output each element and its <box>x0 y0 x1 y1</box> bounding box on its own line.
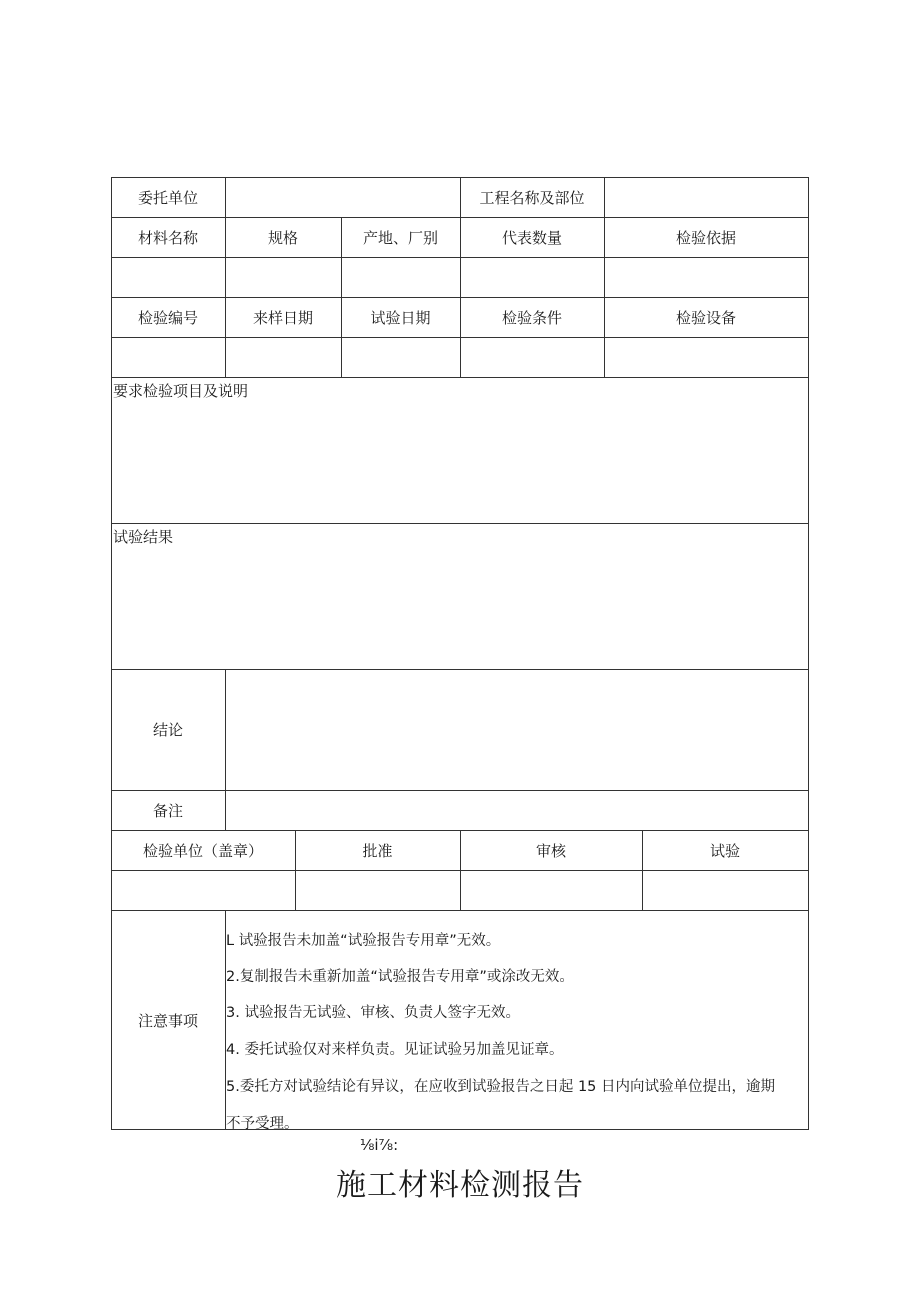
material-header: 代表数量 <box>501 228 562 247</box>
material-value[interactable] <box>225 257 341 297</box>
document-title: 施工材料检测报告 <box>336 1168 584 1203</box>
notes-label: 注意事项 <box>137 1011 198 1030</box>
test-value[interactable] <box>460 337 604 377</box>
client-label: 委托单位 <box>137 188 198 207</box>
material-header: 规格 <box>267 228 298 247</box>
material-value[interactable] <box>604 257 808 297</box>
test-header: 检验编号 <box>137 308 198 327</box>
results-label: 试验结果 <box>113 528 174 546</box>
client-value[interactable] <box>226 177 460 217</box>
material-value[interactable] <box>111 257 225 297</box>
signoff-header: 试验 <box>709 841 740 860</box>
test-header: 试验日期 <box>370 308 431 327</box>
material-header: 检验依据 <box>675 228 736 247</box>
stamp-text: ⅛i⅞: <box>359 1136 399 1154</box>
test-header: 检验条件 <box>501 308 562 327</box>
project-value[interactable] <box>605 177 808 217</box>
signoff-header: 检验单位（盖章） <box>142 841 263 860</box>
signoff-header: 批准 <box>362 841 393 860</box>
note-item: 3. 试验报告无试验、审核、负责人签字无效。 <box>226 1005 520 1021</box>
material-header: 材料名称 <box>137 228 198 247</box>
note-item: 不予受理。 <box>226 1116 299 1132</box>
signoff-header: 审核 <box>535 841 566 860</box>
material-value[interactable] <box>341 257 460 297</box>
note-item: 2.复制报告未重新加盖“试验报告专用章”或涂改无效。 <box>226 969 574 985</box>
test-value[interactable] <box>111 337 225 377</box>
test-header: 检验设备 <box>675 308 736 327</box>
requirements-label: 要求检验项目及说明 <box>113 382 249 400</box>
report-form-table <box>111 177 809 1130</box>
material-header: 产地、厂别 <box>362 228 438 247</box>
project-label: 工程名称及部位 <box>479 188 585 207</box>
remarks-label: 备注 <box>152 801 183 820</box>
note-item: L 试验报告未加盖“试验报告专用章”无效。 <box>226 933 501 949</box>
material-value[interactable] <box>460 257 604 297</box>
test-value[interactable] <box>225 337 341 377</box>
conclusion-label: 结论 <box>152 721 183 739</box>
note-item: 4. 委托试验仅对来样负责。见证试验另加盖见证章。 <box>226 1042 564 1058</box>
test-value[interactable] <box>604 337 808 377</box>
note-item: 5.委托方对试验结论有异议，在应收到试验报告之日起 15 日内向试验单位提出，逾期 <box>226 1079 776 1095</box>
test-value[interactable] <box>341 337 460 377</box>
test-header: 来样日期 <box>252 308 313 327</box>
